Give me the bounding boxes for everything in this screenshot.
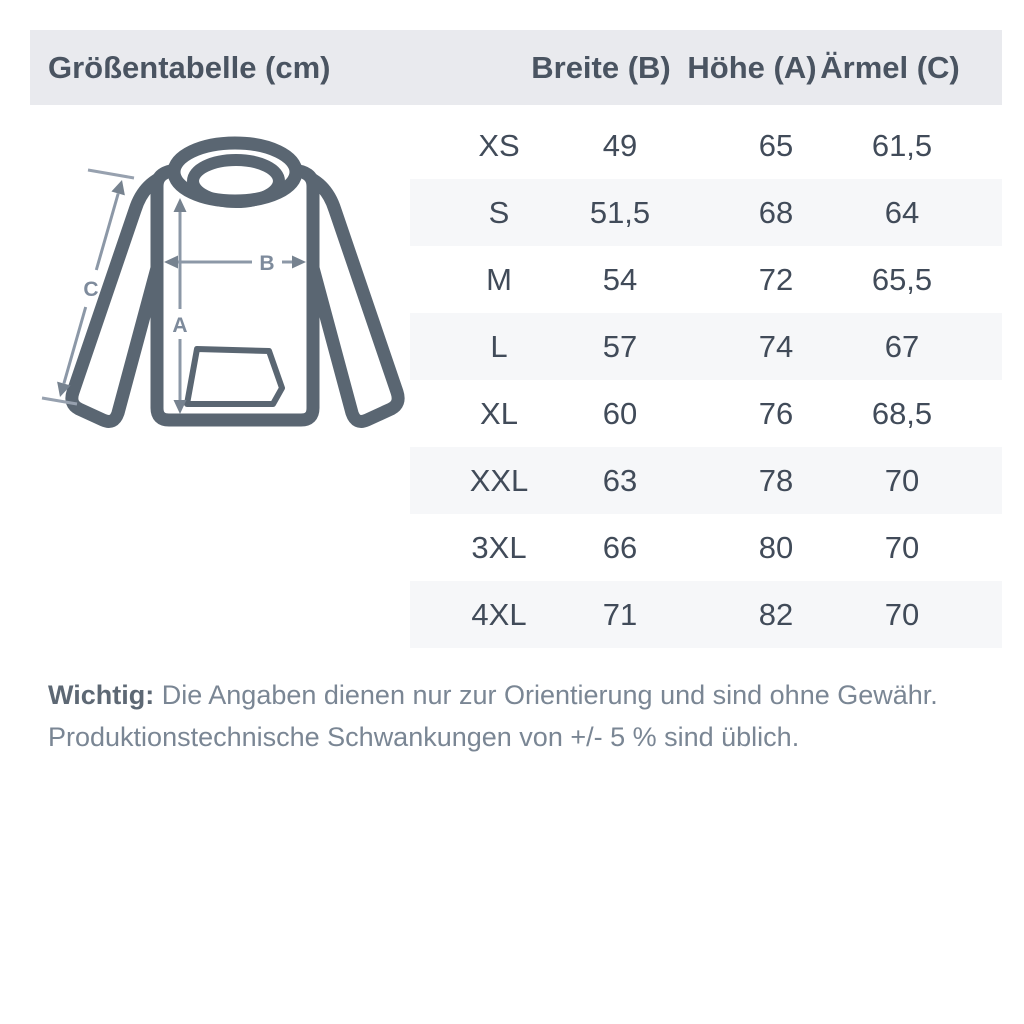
disclaimer-line1 <box>48 674 968 716</box>
page-title: Größentabelle (cm) <box>48 49 331 85</box>
breite-value: 51,5 <box>589 194 651 230</box>
size-label: 4XL <box>471 596 527 632</box>
table-row <box>410 313 1002 380</box>
breite-value: 63 <box>602 462 638 498</box>
size-label: 3XL <box>471 529 527 565</box>
hoehe-value: 76 <box>758 395 794 431</box>
breite-value: 71 <box>602 596 638 632</box>
aermel-value: 64 <box>884 194 920 230</box>
disclaimer-line2: Produktionstechnische Schwankungen von +/- 5 % sind üblich. <box>48 722 800 752</box>
breite-value: 66 <box>602 529 638 565</box>
breite-value: 54 <box>602 261 638 297</box>
column-header-breite: Breite (B) <box>531 49 671 85</box>
hoodie-pocket <box>187 349 282 404</box>
hoehe-value: 72 <box>758 261 794 297</box>
size-label: M <box>486 261 512 297</box>
breite-value: 60 <box>602 395 638 431</box>
hoodie-diagram <box>30 120 430 460</box>
size-label: XS <box>478 127 520 163</box>
table-header-bar <box>30 30 1002 105</box>
table-row <box>410 447 1002 514</box>
aermel-value: 65,5 <box>871 261 933 297</box>
aermel-value: 70 <box>884 529 920 565</box>
disclaimer-prefix: Wichtig: <box>48 680 155 710</box>
hoehe-value: 74 <box>758 328 794 364</box>
column-header-hoehe: Höhe (A) <box>687 49 817 85</box>
dimension-label-c: C <box>83 278 99 301</box>
size-label: L <box>490 328 508 364</box>
breite-value: 49 <box>602 127 638 163</box>
table-row <box>410 112 1002 179</box>
table-row <box>410 380 1002 447</box>
disclaimer <box>48 674 968 758</box>
hoehe-value: 65 <box>758 127 794 163</box>
size-label: XL <box>480 395 518 431</box>
table-row <box>410 246 1002 313</box>
disclaimer-line1-text: Die Angaben dienen nur zur Orientierung und sind ohne Gewähr. <box>161 680 938 710</box>
column-header-aermel: Ärmel (C) <box>820 49 960 85</box>
hoehe-value: 80 <box>758 529 794 565</box>
table-row <box>410 514 1002 581</box>
dimension-label-a: A <box>172 314 188 337</box>
aermel-value: 68,5 <box>871 395 933 431</box>
hoehe-value: 82 <box>758 596 794 632</box>
size-label: XXL <box>469 462 529 498</box>
table-row <box>410 581 1002 648</box>
aermel-value: 61,5 <box>871 127 933 163</box>
size-label: S <box>488 194 510 230</box>
hoehe-value: 78 <box>758 462 794 498</box>
aermel-value: 67 <box>884 328 920 364</box>
arrow-up-icon <box>111 180 125 195</box>
dimension-label-b: B <box>259 252 275 275</box>
size-table <box>410 112 1002 648</box>
aermel-value: 70 <box>884 596 920 632</box>
table-row <box>410 179 1002 246</box>
breite-value: 57 <box>602 328 638 364</box>
aermel-value: 70 <box>884 462 920 498</box>
hoehe-value: 68 <box>758 194 794 230</box>
